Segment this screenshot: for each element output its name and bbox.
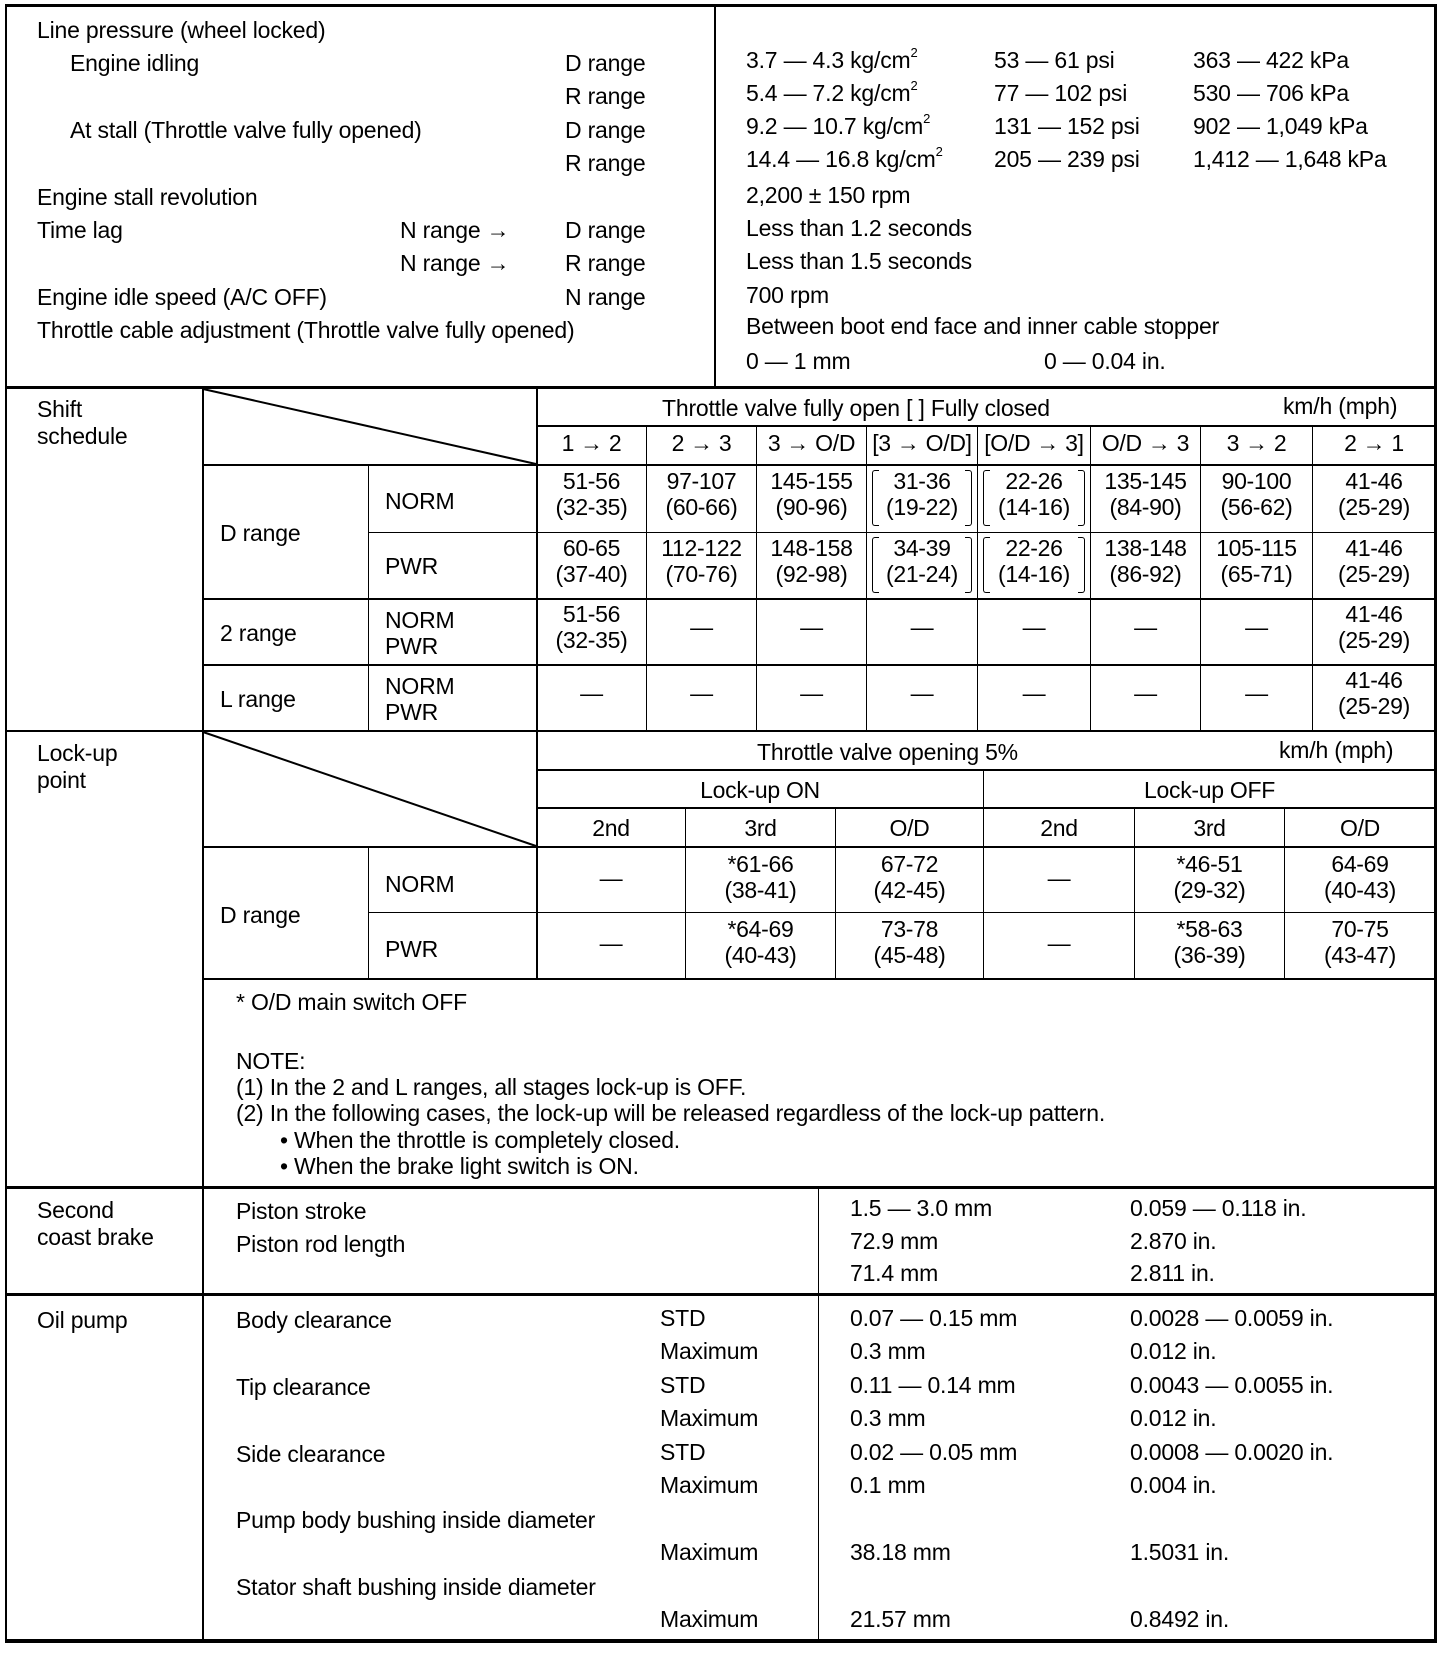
shift-cell-kmh: 51-56 [562,601,621,627]
idle-speed-label: Engine idle speed (A/C OFF) [37,284,327,310]
pump-item: Side clearance [236,1441,386,1467]
pump-in: 1.5031 in. [1130,1539,1230,1565]
divider-lockup-brake [5,1186,1436,1189]
brake-in: 2.870 in. [1130,1228,1217,1254]
shift-mode-norm: NORM [385,673,455,699]
frame-bottom [5,1639,1436,1643]
shift-cell [647,535,756,587]
lockup-cell-kmh: *64-69 [727,916,794,942]
lockup-mode-pwr: PWR [385,936,439,962]
shift-cell-mph: (56-62) [1220,494,1293,520]
shift-cell-kmh: 112-122 [661,535,742,561]
lockup-diagonal [203,732,537,848]
shift-cell-kmh: 41-46 [1345,667,1403,693]
shift-col-header: [3 → O/D] [872,430,972,456]
shift-cell-kmh: — [1245,614,1268,640]
lockup-cell [984,865,1134,891]
lp-range-d-idle: D range [565,50,646,76]
bracket-left [983,470,990,526]
lockup-cell [984,930,1134,956]
shift-range-d: D range [220,520,301,546]
stall-revolution-label: Engine stall revolution [37,184,258,210]
shift-header-line [536,425,1436,427]
shift-cell [1201,680,1312,706]
lockup-col-header: 2nd [592,815,630,841]
shift-cell-kmh: — [1022,614,1046,640]
shift-cell [1313,601,1435,653]
pump-kind: STD [660,1439,706,1465]
shift-cell-kmh: 22-26 [1005,535,1063,561]
pump-in: 0.012 in. [1130,1338,1217,1364]
lp-psi-1: 77 — 102 psi [994,80,1128,106]
engine-idling-label: Engine idling [70,50,200,76]
lockup-cell [836,851,983,903]
shift-cell-kmh: 51-56 [562,468,621,494]
shift-col-header: 3 → 2 [1226,430,1287,456]
lp-kg-2: 9.2 — 10.7 $kg/cm^2$ [746,111,931,139]
shift-cell-mph: (21-24) [885,561,959,587]
lockup-cell [1285,851,1435,903]
time-lag-from-0: N range → [400,217,510,243]
shift-cell [757,535,866,587]
lp-psi-0: 53 — 61 psi [994,47,1115,73]
shift-cell-mph: (32-35) [555,494,628,520]
pump-in: 0.0028 — 0.0059 in. [1130,1305,1334,1331]
shift-mode-norm: NORM [385,488,455,514]
shift-header: Throttle valve fully open [ ] Fully closed [662,395,1050,421]
shift-cell [1201,468,1312,520]
shift-cell [1313,468,1435,520]
pump-kind: Maximum [660,1472,759,1498]
shift-cell [867,468,977,520]
bracket-left [872,537,879,593]
lockup-label-1: Lock-up [37,740,118,766]
shift-cell-kmh: — [800,614,823,640]
note-1: (1) In the 2 and L ranges, all stages lock-up is OFF. [236,1074,747,1100]
time-lag-to-1: R range [565,250,646,276]
lockup-cell-kmh: *61-66 [727,851,794,877]
shift-cell-kmh: — [690,680,713,706]
shift-mode-pwr: PWR [385,699,439,725]
stall-revolution-value: 2,200 ± 150 rpm [746,182,911,208]
brake-item: Piston rod length [236,1231,406,1257]
shift-col-header: 1 → 2 [561,430,622,456]
shift-cell-kmh: — [910,614,934,640]
lp-kpa-0: 363 — 422 kPa [1193,47,1349,73]
shift-cell-kmh: — [800,680,823,706]
shift-cell-mph: (86-92) [1109,561,1182,587]
shift-cell-kmh: — [580,680,603,706]
lockup-cell-mph: (43-47) [1323,942,1397,968]
lockup-col-header: 2nd [1040,815,1078,841]
shift-cell-mph: (14-16) [997,494,1071,520]
shift-cell [978,535,1090,587]
shift-cell [537,468,646,520]
note-bullet-1: • When the throttle is completely closed. [280,1127,680,1153]
shift-cell-kmh: 148-158 [770,535,853,561]
shift-cell-kmh: 34-39 [893,535,951,561]
shift-cell-mph: (32-35) [555,627,628,653]
brake-mm: 1.5 — 3.0 mm [850,1195,993,1221]
lockup-cell [836,916,983,968]
lockup-col-header: 3rd [744,815,777,841]
bracket-right [965,537,972,593]
shift-cell [867,535,977,587]
brake-in: 0.059 — 0.118 in. [1130,1195,1307,1221]
lockup-cell [1135,916,1284,968]
shift-cell-kmh: 105-115 [1216,535,1297,561]
shift-cell-mph: (25-29) [1337,627,1411,653]
lp-kg-3: 14.4 — 16.8 $kg/cm^2$ [746,144,943,172]
shift-mode-norm: NORM [385,607,455,633]
shift-col-header: 2 → 1 [1344,430,1404,456]
lockup-col-header: O/D [889,815,930,841]
time-lag-to-0: D range [565,217,646,243]
lockup-cell-kmh: 67-72 [880,851,939,877]
divider-brake-pump [5,1293,1436,1296]
lockup-cell-mph: (42-45) [873,877,946,903]
pump-mm: 0.3 mm [850,1338,926,1364]
shift-cell-mph: (25-29) [1337,494,1411,520]
note-bullet-2: • When the brake light switch is ON. [280,1153,639,1179]
shift-cell-kmh: — [1245,680,1268,706]
lockup-col-header: 3rd [1193,815,1226,841]
lockup-cell-kmh: — [1047,865,1071,891]
lockup-cell-kmh: *58-63 [1176,916,1243,942]
pump-mm: 0.11 — 0.14 mm [850,1372,1016,1398]
frame-top [5,4,1436,7]
shift-col-header: [O/D → 3] [984,430,1084,456]
lockup-header-bottom [202,846,1436,848]
bracket-right [965,470,972,526]
at-stall-label: At stall (Throttle valve fully opened) [70,117,422,143]
shift-cell-kmh: 60-65 [562,535,621,561]
shift-cell-mph: (19-22) [885,494,959,520]
shift-cell-mph: (25-29) [1337,561,1411,587]
pump-kind: STD [660,1372,706,1398]
shift-row-line [202,664,1436,666]
lockup-cell-mph: (36-39) [1173,942,1246,968]
shift-header-bottom [202,464,1436,466]
lp-range-d-stall: D range [565,117,646,143]
lockup-cell-mph: (38-41) [724,877,797,903]
time-lag-value-1: Less than 1.5 seconds [746,248,972,274]
frame-left [5,4,7,1643]
shift-cell [537,680,646,706]
pump-mm: 0.02 — 0.05 mm [850,1439,1018,1465]
general-divider [714,4,716,386]
shift-cell-kmh: 138-148 [1104,535,1187,561]
shift-cell-mph: (60-66) [665,494,738,520]
lp-kg-0: 3.7 — 4.3 $kg/cm^2$ [746,45,918,73]
shift-cell-kmh: 22-26 [1005,468,1063,494]
shift-mode-pwr: PWR [385,633,439,659]
lockup-cell-kmh: *46-51 [1176,851,1243,877]
shift-cell [1313,667,1435,719]
shift-cell-mph: (84-90) [1109,494,1182,520]
shift-cell [1201,614,1312,640]
shift-col-header: 3 → O/D [767,430,856,456]
shift-row-line [202,598,1436,600]
brake-mm: 72.9 mm [850,1228,939,1254]
pump-item: Tip clearance [236,1374,371,1400]
pump-mm: 0.1 mm [850,1472,926,1498]
cable-adjustment-in: 0 — 0.04 in. [1044,348,1166,374]
shift-cell [867,614,977,640]
lockup-cell-mph: (29-32) [1173,877,1246,903]
shift-cell-mph: (70-76) [665,561,738,587]
lockup-cell [537,930,685,956]
shift-cell-kmh: — [1134,680,1157,706]
time-lag-value-0: Less than 1.2 seconds [746,215,972,241]
time-lag-label: Time lag [37,217,123,243]
shift-cell [757,468,866,520]
lockup-header-line [536,769,1436,771]
pump-item: Pump body bushing inside diameter [236,1507,596,1533]
lockup-units: km/h (mph) [1279,737,1394,763]
shift-cell-kmh: — [690,614,713,640]
lockup-col-header: O/D [1340,815,1380,841]
lower-left-divider [202,1188,204,1640]
lockup-group-off: Lock-up OFF [1144,777,1275,803]
shift-schedule-label-1: Shift [37,396,83,422]
shift-cell-mph: (65-71) [1220,561,1293,587]
lockup-cell [537,865,685,891]
shift-diagonal [203,389,537,466]
bracket-right [1078,537,1085,593]
pump-mm: 38.18 mm [850,1539,951,1565]
shift-cell-mph: (92-98) [775,561,848,587]
shift-cell-kmh: — [910,680,934,706]
shift-cell-mph: (37-40) [555,561,628,587]
shift-cell-mph: (25-29) [1337,693,1411,719]
shift-cell-mph: (14-16) [997,561,1071,587]
shift-cell [1091,614,1200,640]
lockup-group-line [536,807,1436,809]
cable-adjustment-label: Throttle cable adjustment (Throttle valve fully opened) [37,317,575,343]
lp-psi-2: 131 — 152 psi [994,113,1140,139]
bracket-right [1078,470,1085,526]
shift-cell [1201,535,1312,587]
lockup-header: Throttle valve opening 5% [757,739,1018,765]
lockup-footnote: * O/D main switch OFF [236,989,467,1015]
shift-cell-kmh: 31-36 [893,468,951,494]
lp-kpa-2: 902 — 1,049 kPa [1193,113,1368,139]
lp-psi-3: 205 — 239 psi [994,146,1140,172]
time-lag-from-1: N range → [400,250,510,276]
shift-col-header: O/D → 3 [1101,430,1190,456]
pump-mm: 0.3 mm [850,1405,926,1431]
shift-schedule-label-2: schedule [37,423,128,449]
pump-mm: 0.07 — 0.15 mm [850,1305,1018,1331]
shift-cell [537,535,646,587]
pump-kind: Maximum [660,1405,759,1431]
lockup-cell-kmh: — [599,930,623,956]
brake-item: Piston stroke [236,1198,367,1224]
shift-cell [1091,468,1200,520]
idle-speed-range: N range [565,284,646,310]
pump-item: Stator shaft bushing inside diameter [236,1574,596,1600]
shift-col-header: 2 → 3 [671,430,732,456]
pump-kind: Maximum [660,1539,759,1565]
lockup-cell [1285,916,1435,968]
pump-mm: 21.57 mm [850,1606,951,1632]
lockup-cell [1135,851,1284,903]
lower-value-divider [818,1188,819,1640]
cable-adjustment-value: Between boot end face and inner cable stopper [746,313,1220,339]
shift-cell-kmh: 41-46 [1345,601,1403,627]
lockup-row-line [368,912,1436,913]
pump-item: Body clearance [236,1307,392,1333]
shift-cell-kmh: 41-46 [1345,468,1403,494]
pump-in: 0.012 in. [1130,1405,1217,1431]
lockup-cell [686,916,835,968]
lp-kpa-1: 530 — 706 kPa [1193,80,1349,106]
pump-kind: Maximum [660,1338,759,1364]
lockup-mode-norm: NORM [385,871,455,897]
shift-cell-kmh: — [1022,680,1046,706]
shift-units: km/h (mph) [1283,393,1398,419]
shift-mode-pwr: PWR [385,553,439,579]
shift-cell-mph: (90-96) [775,494,848,520]
shift-cell [978,614,1090,640]
lockup-cell-kmh: — [1047,930,1071,956]
lockup-range-d: D range [220,902,301,928]
shift-cell [647,614,756,640]
lp-kpa-3: 1,412 — 1,648 kPa [1193,146,1387,172]
idle-speed-value: 700 rpm [746,282,829,308]
shift-range-l: L range [220,686,296,712]
shift-cell-kmh: 90-100 [1221,468,1292,494]
lockup-cell-kmh: 70-75 [1331,916,1389,942]
lockup-cell-mph: (40-43) [1323,877,1397,903]
lp-range-r-stall: R range [565,150,646,176]
shift-cell-kmh: 135-145 [1104,468,1187,494]
lockup-cell-mph: (40-43) [724,942,797,968]
oil-pump-label: Oil pump [37,1307,128,1333]
shift-cell [1091,680,1200,706]
shift-cell [537,601,646,653]
pump-in: 0.0043 — 0.0055 in. [1130,1372,1334,1398]
shift-cell [978,680,1090,706]
lockup-cell-kmh: 73-78 [880,916,939,942]
brake-label-1: Second [37,1197,114,1223]
pump-kind: Maximum [660,1606,759,1632]
shift-cell [757,614,866,640]
lockup-group-on: Lock-up ON [700,777,820,803]
note-2: (2) In the following cases, the lock-up will be released regardless of the lock-up pattern. [236,1100,1106,1126]
shift-cell [1091,535,1200,587]
shift-cell-kmh: 41-46 [1345,535,1403,561]
shift-cell-kmh: 97-107 [666,468,737,494]
lockup-cell-mph: (45-48) [873,942,946,968]
pump-in: 0.004 in. [1130,1472,1217,1498]
brake-in: 2.811 in. [1130,1260,1215,1286]
pump-in: 0.8492 in. [1130,1606,1230,1632]
note-title: NOTE: [236,1048,306,1074]
line-pressure-title: Line pressure (wheel locked) [37,17,326,43]
pump-kind: STD [660,1305,706,1331]
shift-cell [867,680,977,706]
lp-kg-1: 5.4 — 7.2 $kg/cm^2$ [746,78,918,106]
shift-cell [1313,535,1435,587]
bracket-left [983,537,990,593]
shift-cell [647,468,756,520]
lockup-cell-kmh: — [599,865,623,891]
brake-label-2: coast brake [37,1224,154,1250]
lockup-label-2: point [37,767,86,793]
cable-adjustment-mm: 0 — 1 mm [746,348,851,374]
lp-range-r-idle: R range [565,83,646,109]
lockup-table-bottom [202,978,1436,980]
bracket-left [872,470,879,526]
pump-in: 0.0008 — 0.0020 in. [1130,1439,1334,1465]
shift-cell-kmh: — [1134,614,1157,640]
lockup-cell-kmh: 64-69 [1331,851,1389,877]
shift-cell-kmh: 145-155 [770,468,853,494]
lockup-cell [686,851,835,903]
shift-range-2: 2 range [220,620,297,646]
shift-cell [647,680,756,706]
shift-cell [757,680,866,706]
brake-mm: 71.4 mm [850,1260,939,1286]
shift-row-line [368,532,1436,533]
shift-cell [978,468,1090,520]
